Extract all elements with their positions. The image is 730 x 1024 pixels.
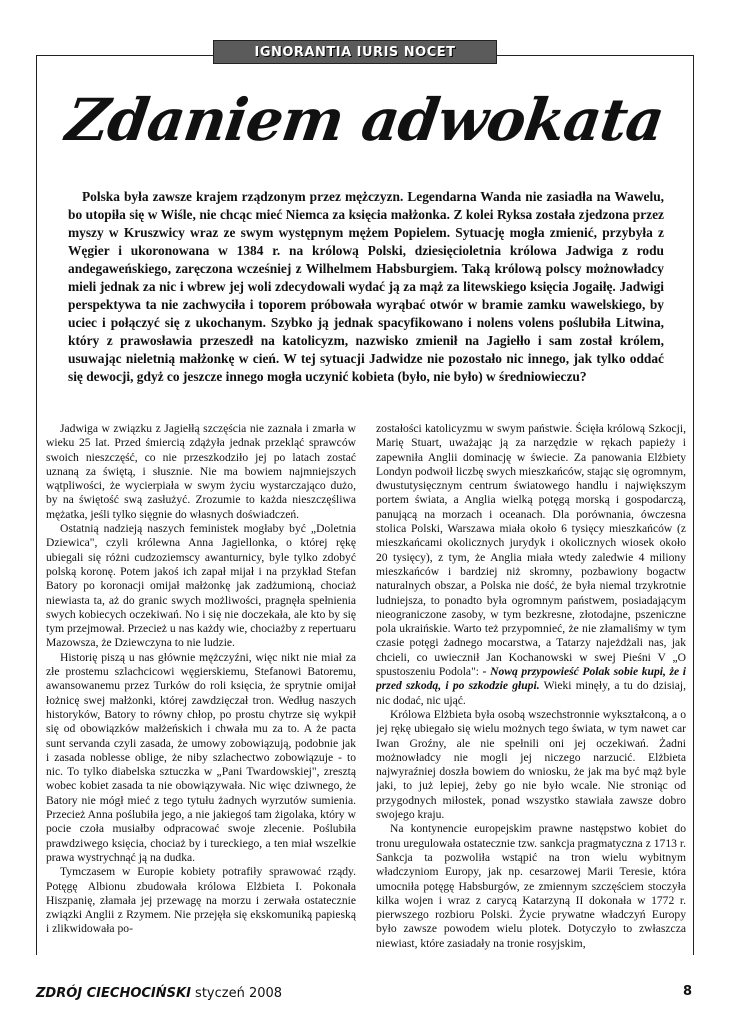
paragraph: Królowa Elżbieta była osobą wszechstronnie wykształconą, a o jej rękę ubiegało się wielu możnych tego świata, w tym nawet car Iwan Groźny, ale nie spełnili oni jej oczekiwań. Żadni możnowładcy nie mogli jej niczego narzucić. Elżbieta najwyraźniej doszła bowiem do wniosku, że jak ma być mąż byle jaki, to już lepiej, żeby go nie było wcale. Nie stroniąc od przygodnych miłostek, ponad wszystko stawiała zawsze dobro swojego kraju.: [376, 707, 686, 822]
article-body: [46, 422, 686, 958]
paragraph: [376, 422, 686, 708]
section-banner-label: IGNORANTIA IURIS NOCET: [254, 44, 456, 60]
frame-left-line: [36, 55, 37, 955]
right-column: [376, 422, 686, 958]
footer-publication: [36, 986, 282, 1001]
left-column: [46, 422, 356, 958]
paragraph: Ostatnią nadzieją naszych feministek mogłaby być „Doletnia Dziewica", czyli królewna Anna Jagiellonka, o której rękę ubiegali się różni cudzoziemscy awanturnicy, byle tylko zdobyć polską koronę. Potem jakoś ich zapał mijał i na przykład Stefan Batory po koronacji omijał małżonkę jak zadżumioną, chociaż niewiasta ta, aż do granic swych możliwości, pragnęła spełnienia swych kobiecych oczekiwań. No i się nie doczekała, ale kto by się tym przejmował. Przecież u nas każdy wie, chociażby z repertuaru Mazowsza, że Dziewczyna to nie ludzie.: [46, 522, 356, 650]
article-lead: Polska była zawsze krajem rządzonym przez mężczyzn. Legendarna Wanda nie zasiadła na Wawelu, bo utopiła się w Wiśle, nie chcąc mieć Niemca za księcia małżonka. Z kolei Ryksa została zjedzona przez myszy w Kruszwicy wraz ze swym występnym mężem Popielem. Sytuację mogła zmienić, przybyła z Węgier i ukoronowana w 1384 r. na królową Polski, dziesięcioletnia królowa Jadwiga z rodu andegaweńskiego, zaręczona wcześniej z Wilhelmem Habsburgiem. Taką królową polscy możnowładcy mieli jednak za nic i wbrew jej woli zdecydowali wydać ją za mąż za litewskiego księcia Jogaiłę. Jadwigi perspektywa ta nie zachwyciła i toporem próbowała wyrąbać otwór w bramie zamku wawelskiego, by uciec i połączyć się z ukochanym. Szybko ją jednak spacyfikowano i nolens volens poślubiła Litwina, który z prawosławia przeszedł na katolicyzm, nazwisko zmienił na Jagiełło i sam został królem, usuwając nieletnią małżonkę w cień. W tej sytuacji Jadwidze nie pozostało nic innego, jak tylko oddać się dewocji, gdyż co jeszcze innego mogła uczynić kobieta (było, nie było) w średniowieczu?: [68, 189, 664, 384]
paragraph: Historię piszą u nas głównie mężczyźni, więc nikt nie miał za złe prostemu szlachcicowi węgierskiemu, Stefanowi Batoremu, awansowanemu przez Turków do roli księcia, że sprytnie omijał łożnicę swej małżonki, której zawdzięczał tron. Według naszych historyków, Batory to równy chłop, po prostu chytrze się wykpił się od obowiązków małżeńskich i chwała mu za to. A że pacta sunt servanda czyli zasada, że umowy zobowiązują, podobnie jak i zasada noblesse oblige, że niby szlachectwo zobowiązuje - to nic. To tylko diabelska sztuczka w „Pani Twardowskiej", zresztą wobec kobiet zasada ta nie obowiązywała. Nic więc dziwnego, że Batory nie mógł mieć z tego tytułu żadnych wyrzutów sumienia. Przecież Anna poślubiła jego, a nie jakiegoś tam żigolaka, który w pocie czoła musiałby odpracować swoje zlecenie. Poślubiła prawdziwego księcia, chociaż by i tureckiego, a ten miał wszelkie prawa wystrychnąć ją na dudka.: [46, 650, 356, 864]
paragraph-text: zostałości katolicyzmu w swym państwie. Ścięła królową Szkocji, Marię Stuart, uważając ją za narzędzie w rękach papieży i zapewniła Anglii dominację w świecie. Za panowania Elżbiety Londyn podwoił liczbę swych mieszkańców, stając się ogromnym, dwustutysięcznym centrum światowego handlu i największym portem świata, a Anglia wielką potęgą morską i gospodarczą, panującą na morzach i oceanach. Dla porównania, ówczesna stolica Polski, Warszawa miała około 6 tysięcy mieszkańców (z mieszkańcami okolicznych jurydyk i okolicznych wiosek około 20 tysięcy), z tym, że Anglia miała wtedy zaledwie 4 miliony mieszkańców i bardziej niż skromny, pozbawiony bogactw naturalnych obszar, a Polska nie dość, że była niemal trzykrotnie ludniejsza, to ponadto była ogromnym państwem, posiadającym nieograniczone zasoby, w tym bezkresne, złotodajne, pszeniczne pola ukraińskie. Warto też przypomnieć, że nie złamaliśmy w tym czasie potęgi żadnego mocarstwa, a Tatarzy najeżdżali nas, jak chcieli, co uwiecznił Jan Kochanowski w swej Pieśni V „O spustoszeniu Podola":: [376, 422, 686, 679]
paragraph: Jadwiga w związku z Jagiełłą szczęścia nie zaznała i zmarła w wieku 25 lat. Przed śmiercią zdążyła jednak przekląć sprawców swoich nieszczęść, co nie przeszkodziło jej po latach zostać uznaną za świętą, i słusznie. Nie ma bowiem najmniejszych wątpliwości, że wycierpiała w swym życiu wystarczająco dużo, by na świętość swą zasłużyć. Zrozumie to każda nieszczęśliwa mężatka, jeśli tylko sięgnie do własnych doświadczeń.: [46, 422, 356, 521]
page-number: 8: [682, 984, 692, 999]
article-title: Zdaniem adwokata: [62, 86, 668, 154]
paragraph-text-end: Wieki minęły, a tu do dzisiaj, nic dodać, nic ująć.: [376, 679, 686, 707]
kochanowski-quote: - Nową przypowieść Polak sobie kupi, że i przed szkodą, i po szkodzie głupi.: [376, 665, 686, 693]
paragraph: Tymczasem w Europie kobiety potrafiły sprawować rządy. Potęgę Albionu zbudowała królowa Elżbieta I. Pokonała Hiszpanię, złamała jej przewagę na morzu i zerwała ostatecznie związki Anglii z Rzymem. Nie przejęła się ekskomuniką papieską i zlikwidowała po-: [46, 865, 356, 936]
issue-date: styczeń 2008: [195, 986, 283, 1001]
paragraph: Na kontynencie europejskim prawne następstwo kobiet do tronu uregulowała ostatecznie tzw. sankcja pragmatyczna z 1713 r. Sankcja ta pozwoliła wstąpić na tron wielu wybitnym władczyniom Europy, jak np. cesarzowej Marii Teresie, która umocniła potęgę Habsburgów, ze zmiennym szczęściem stoczyła kilka wojen i wraz z carycą Katarzyną II dokonała w 1772 r. pierwszego rozbioru Polski. Życie prywatne władczyń Europy było zawsze powodem wielu plotek. Dotyczyło to zwłaszcza niewiast, które zasiadały na tronie rosyjskim,: [376, 822, 686, 950]
publication-name: ZDRÓJ CIECHOCIŃSKI: [36, 986, 191, 1001]
section-banner: [213, 40, 497, 64]
frame-right-line: [693, 55, 694, 955]
